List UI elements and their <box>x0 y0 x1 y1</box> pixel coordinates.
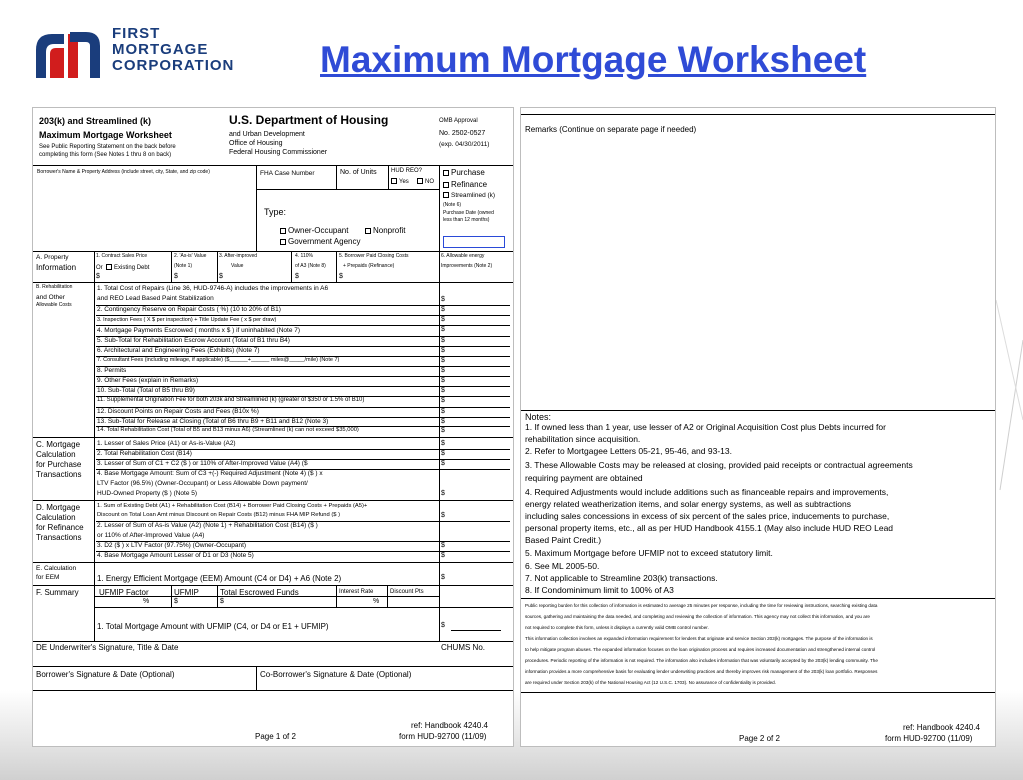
d1-dollar: $ <box>441 512 445 519</box>
b1-dollar: $ <box>441 296 445 303</box>
form-name-line1: 203(k) and Streamlined (k) <box>39 116 152 126</box>
section-d-label1: D. Mortgage <box>36 503 81 512</box>
purchase-checkbox[interactable]: Purchase <box>443 168 485 177</box>
note-line: energy related weatherization items, and solar energy systems, as well as subtractions <box>525 499 851 509</box>
decorative-lines <box>996 300 1023 500</box>
a6-label: 6. Allowable energy <box>441 253 485 259</box>
borrower-address-label: Borrower's Name & Property Address (include street, city, State, and zip code) <box>37 169 210 175</box>
b14-dollar: $ <box>441 427 445 434</box>
note-line: 5. Maximum Mortgage before UFMIP not to exceed statutory limit. <box>525 548 773 558</box>
coborrower-signature-label: Co-Borrower's Signature & Date (Optional) <box>260 670 412 679</box>
form-number-2: form HUD-92700 (11/09) <box>885 734 973 743</box>
company-logo <box>34 25 235 88</box>
purchase-date-label2: less than 12 months) <box>443 217 490 223</box>
d-row: Discount on Total Loan Amt minus Discount on Repair Costs (B12) minus FHA MIP Refund ($ ) <box>97 512 341 518</box>
hud-reo-label: HUD REO? <box>391 168 423 174</box>
note-line: requiring payment are obtained <box>525 473 643 483</box>
burden-line: sources, gathering and maintaining the data needed, and completing and reviewing the collection of information. This agency may not collect this information, and you are <box>525 614 870 619</box>
note-line: 2. Refer to Mortgagee Letters 05-21, 95-46, and 93-13. <box>525 446 732 456</box>
c-row: 3. Lesser of Sum of C1 + C2 ($ ) or 110% of After-Improved Value (A4) ($ <box>97 460 308 467</box>
handbook-ref-2: ref: Handbook 4240.4 <box>903 723 980 732</box>
discount-pts-label: Discount Pts <box>390 589 424 595</box>
hud-reo-no[interactable]: NO <box>417 178 434 186</box>
c-row: 4. Base Mortgage Amount: Sum of C3 +(-) Required Adjustment (Note 4) ($ ) x <box>97 470 323 477</box>
a5-note: + Prepaids (Refinance) <box>343 263 395 269</box>
b-row: 5. Sub-Total for Rehabilitation Escrow Account (Total of B1 thru B4) <box>97 337 290 344</box>
b-row: 13. Sub-Total for Release at Closing (Total of B6 thru B9 + B11 and B12 (Note 3) <box>97 418 329 425</box>
ufmip-factor-label: UFMIP Factor <box>99 588 149 597</box>
section-e-label2: for EEM <box>36 574 60 581</box>
b9-dollar: $ <box>441 377 445 384</box>
d-row: 3. D2 ($ ) x LTV Factor (97.75%) (Owner-Occupant) <box>97 542 247 549</box>
b-row: 11. Supplemental Origination Fee for both 203k and Streamlined (k) (greater of $350 or 1.5% of B10) <box>97 397 365 403</box>
agency-line2: and Urban Development <box>229 131 305 138</box>
page-number: Page 1 of 2 <box>255 732 296 741</box>
section-d-label3: for Refinance <box>36 523 84 532</box>
agency-line4: Federal Housing Commissioner <box>229 149 328 156</box>
section-a-label1: A. Property <box>36 254 69 261</box>
section-a-label2: Information <box>36 263 77 272</box>
agency-line1: U.S. Department of Housing <box>229 113 389 127</box>
total-escrowed-label: Total Escrowed Funds <box>220 588 299 597</box>
streamlined-checkbox[interactable]: Streamlined (k) <box>443 192 495 199</box>
b-row: 1. Total Cost of Repairs (Line 36, HUD-9746-A) includes the improvements in A6 <box>97 285 329 292</box>
purchase-date-label1: Purchase Date (owned <box>443 210 494 216</box>
section-c-label3: for Purchase <box>36 460 82 469</box>
c1-dollar: $ <box>441 440 445 447</box>
a2-note: (Note 1) <box>174 263 193 269</box>
b-row: 8. Permits <box>97 367 127 374</box>
a1-dollar: $ <box>96 273 100 280</box>
c4-dollar: $ <box>441 490 445 497</box>
a2-dollar: $ <box>174 273 178 280</box>
interest-rate-percent: % <box>373 598 380 605</box>
section-b-label1: B. Rehabilitation <box>36 284 73 290</box>
burden-line: This information collection involves an expanded information requirement for lenders that originate and service Section 203(k) mortgages. The purpose of the information is <box>525 636 873 641</box>
num-units-label: No. of Units <box>340 169 377 176</box>
b-row: 2. Contingency Reserve on Repair Costs ( %) (10 to 20% of B1) <box>97 306 281 313</box>
purchase-date-field[interactable] <box>443 236 505 248</box>
b8-dollar: $ <box>441 367 445 374</box>
notes-title: Notes: <box>525 412 552 422</box>
a1-label: 1. Contract Sales Price <box>96 253 148 259</box>
a4-dollar: $ <box>295 273 299 280</box>
b-row: 7. Consultant Fees (including mileage, if applicable) ($______+______ miles@_____/mile) (Note 7) <box>97 357 340 363</box>
d-row: 4. Base Mortgage Amount Lesser of D1 or D3 (Note 5) <box>97 552 254 559</box>
note-line: 4. Required Adjustments would include additions such as financeable repairs and improvements, <box>525 487 889 497</box>
b-row: 4. Mortgage Payments Escrowed ( months x $ ) if uninhabited (Note 7) <box>97 327 301 334</box>
a3-label: 3. After-improved <box>219 253 258 259</box>
b2-dollar: $ <box>441 306 445 313</box>
agency-line3: Office of Housing <box>229 140 283 147</box>
note-line: 1. If owned less than 1 year, use lesser of A2 or Original Acquisition Cost plus Debts incurred for <box>525 422 886 432</box>
b3-dollar: $ <box>441 316 445 323</box>
escrowed-dollar: $ <box>220 598 224 605</box>
a3-value-label: Value <box>231 263 244 269</box>
government-agency-checkbox[interactable]: Government Agency <box>280 237 360 246</box>
b-row: and REO Lead Based Paint Stabilization <box>97 295 214 302</box>
note-line: personal property items, etc., all as per HUD Handbook 4155.1 (May also include HUD REO Lead <box>525 523 894 533</box>
section-c-label1: C. Mortgage <box>36 440 81 449</box>
section-e-label1: E. Calculation <box>36 565 77 572</box>
worksheet-page-1 <box>32 107 514 747</box>
b6-dollar: $ <box>441 347 445 354</box>
logo-text: FIRST MORTGAGE CORPORATION <box>112 25 235 74</box>
e-row: 1. Energy Efficient Mortgage (EEM) Amount (C4 or D4) + A6 (Note 2) <box>97 574 342 583</box>
omb-expiration: (exp. 04/30/2011) <box>439 141 490 148</box>
chums-number-label: CHUMS No. <box>441 643 486 652</box>
burden-line: Public reporting burden for this collection of information is estimated to average 25 minutes per response, including the time for reviewing instructions, searching existing data <box>525 603 878 608</box>
b13-dollar: $ <box>441 418 445 425</box>
a4-note: of A3 (Note 8) <box>295 263 326 269</box>
fha-case-number-label: FHA Case Number <box>260 170 315 177</box>
note-line: 6. See ML 2005-50. <box>525 561 600 571</box>
b10-dollar: $ <box>441 387 445 394</box>
f1-dollar: $ <box>441 622 445 629</box>
ufmip-label: UFMIP <box>174 588 199 597</box>
owner-occupant-checkbox[interactable]: Owner-Occupant <box>280 226 348 235</box>
c-row: 1. Lesser of Sales Price (A1) or As-is-Value (A2) <box>97 440 236 447</box>
page-number-2: Page 2 of 2 <box>739 734 780 743</box>
a6-note: Improvements (Note 2) <box>441 263 493 269</box>
a5-dollar: $ <box>339 273 343 280</box>
page-title: Maximum Mortgage Worksheet <box>320 39 867 80</box>
logo-mark <box>34 28 104 86</box>
d4-dollar: $ <box>441 552 445 559</box>
c3-dollar: $ <box>441 460 445 467</box>
ufmip-factor-percent: % <box>143 598 150 605</box>
omb-approval: OMB Approval <box>439 118 478 124</box>
note-line: rehabilitation since acquisition. <box>525 434 641 444</box>
note-line: 7. Not applicable to Streamline 203(k) transactions. <box>525 573 718 583</box>
c-row: HUD-Owned Property ($ ) (Note 5) <box>97 490 198 497</box>
section-d-label4: Transactions <box>36 533 82 542</box>
note-line: 3. These Allowable Costs may be released at closing, provided paid receipts or contractual agreements <box>525 460 913 470</box>
section-c-label4: Transactions <box>36 470 82 479</box>
borrower-signature-label: Borrower's Signature & Date (Optional) <box>36 670 175 679</box>
b12-dollar: $ <box>441 408 445 415</box>
type-label: Type: <box>264 207 287 217</box>
b11-dollar: $ <box>441 397 445 404</box>
a1-or-existing-debt[interactable]: Or Existing Debt <box>96 265 150 271</box>
section-b-label2: and Other <box>36 294 65 301</box>
ufmip-dollar: $ <box>174 598 178 605</box>
note-line: including sales concessions in excess of six percent of the sales price, inducements to purchase, <box>525 511 890 521</box>
c-row: 2. Total Rehabilitation Cost (B14) <box>97 450 192 457</box>
form-name-line2: Maximum Mortgage Worksheet <box>39 130 172 140</box>
handbook-ref: ref: Handbook 4240.4 <box>411 721 488 730</box>
b4-dollar: $ <box>441 326 445 333</box>
d3-dollar: $ <box>441 542 445 549</box>
statement-line1: See Public Reporting Statement on the back before <box>39 144 176 150</box>
section-d-label2: Calculation <box>36 513 76 522</box>
c2-dollar: $ <box>441 450 445 457</box>
form-number: form HUD-92700 (11/09) <box>399 732 487 741</box>
burden-line: procedures. Periodic reporting of the information is not required. The information also includes information that was voluntarily accepted by the 203(k) lending community. The <box>525 658 878 663</box>
b-row: 6. Architectural and Engineering Fees (Exhibits) (Note 7) <box>97 347 260 354</box>
note-line: Based Paint Credit.) <box>525 535 602 545</box>
d-row: 2. Lesser of Sum of As-is Value (A2) (Note 1) + Rehabilitation Cost (B14) ($ ) <box>97 522 318 529</box>
b5-dollar: $ <box>441 337 445 344</box>
d-row: 1. Sum of Existing Debt (A1) + Rehabilitation Cost (B14) + Borrower Paid Closing Costs + Prepaids (A5)+ <box>97 503 368 509</box>
b-row: 10. Sub-Total (Total of B5 thru B9) <box>97 387 195 394</box>
b-row: 9. Other Fees (explain in Remarks) <box>97 377 199 384</box>
d-row: or 110% of After-Improved Value (A4) <box>97 532 205 539</box>
b-row: 14. Total Rehabilitation Cost (Total of B5 and B13 minus A6) (Streamlined (k) can not exceed $35,000) <box>97 427 359 433</box>
note-line: 8. If Condominimum limit to 100% of A3 <box>525 585 674 595</box>
f-row: 1. Total Mortgage Amount with UFMIP (C4, or D4 or E1 + UFMIP) <box>97 622 329 631</box>
hud-reo-yes[interactable]: Yes <box>391 178 409 186</box>
a5-label: 5. Borrower Paid Closing Costs <box>339 253 409 259</box>
worksheet-page-2 <box>520 107 996 747</box>
burden-line: not required to complete this form, unless it displays a currently valid OMB control number. <box>525 625 709 630</box>
burden-line: are required under Section 203(k) of the National Housing Act (12 U.S.C. 1703). No assurance of confidentiality is provided. <box>525 680 777 685</box>
nonprofit-checkbox[interactable]: Nonprofit <box>365 226 405 235</box>
b7-dollar: $ <box>441 357 445 364</box>
de-underwriter-signature-label: DE Underwriter's Signature, Title & Date <box>36 643 179 652</box>
b-row: 3. Inspection Fees ( X $ per inspection) + Title Update Fee ( x $ per draw) <box>97 317 277 323</box>
a4-label: 4. 110% <box>295 253 313 259</box>
omb-number: No. 2502-0527 <box>439 130 486 137</box>
section-c-label2: Calculation <box>36 450 76 459</box>
section-f-label: F. Summary <box>36 588 79 597</box>
b-row: 12. Discount Points on Repair Costs and Fees (B10x %) <box>97 408 259 415</box>
e1-dollar: $ <box>441 574 445 581</box>
a3-dollar: $ <box>219 273 223 280</box>
c-row: LTV Factor (96.5%) (Owner-Occupant) or Less Allowable Down payment/ <box>97 480 308 487</box>
burden-line: to help mitigate program abuses. The expanded information focuses on the loan origination process and requires increased documentation and strengthened internal control <box>525 647 876 652</box>
refinance-checkbox[interactable]: Refinance <box>443 180 487 189</box>
burden-line: information provides a more comprehensive basis for evaluating lender underwriting practices and thereby improves risk management of the 203(k) loan portfolio. Responses <box>525 669 878 674</box>
statement-line2: completing this form (See Notes 1 thru 8 on back) <box>39 152 172 158</box>
note6-label: (Note 6) <box>443 202 462 208</box>
interest-rate-label: Interest Rate <box>339 589 374 595</box>
a2-label: 2. 'As-is' Value <box>174 253 207 259</box>
section-b-label3: Allowable Costs <box>36 302 72 308</box>
remarks-label: Remarks (Continue on separate page if needed) <box>525 125 697 134</box>
